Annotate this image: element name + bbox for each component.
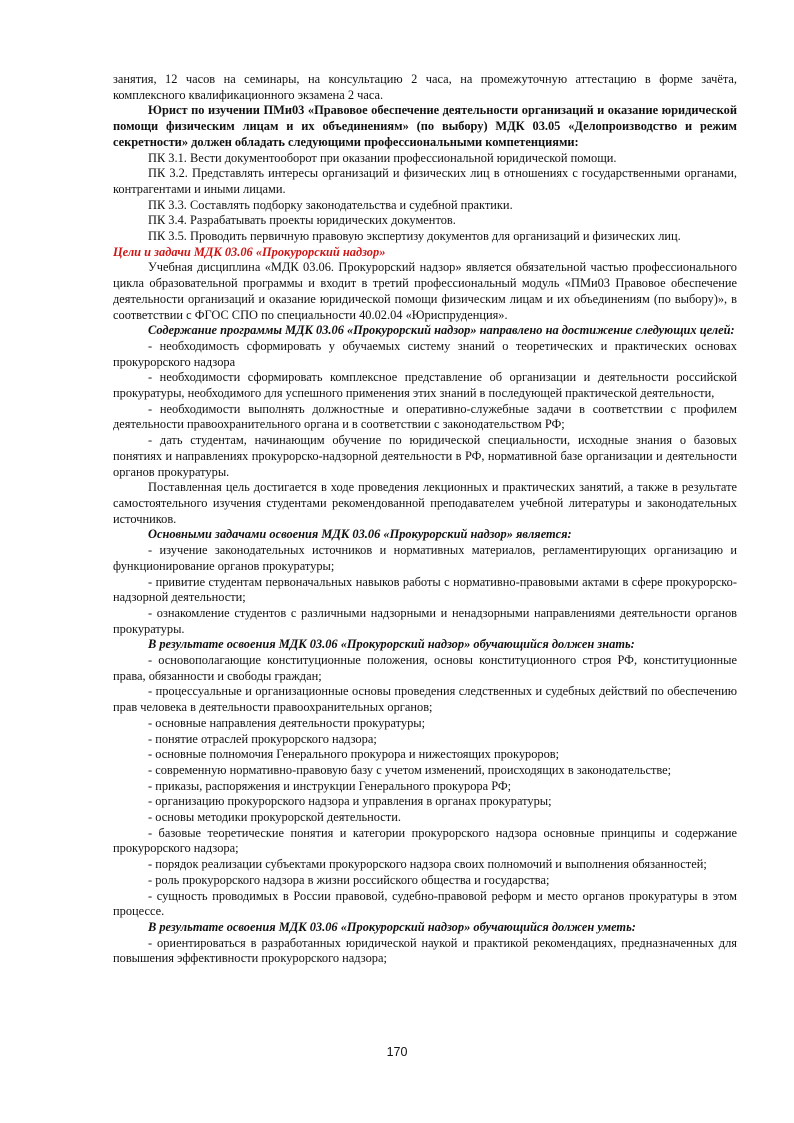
paragraph: Поставленная цель достигается в ходе проведения лекционных и практических занятий, а также в результате самостоятельного изучения студентами рекомендованной преподавателем учебной литературы и законодательных источников.	[113, 480, 737, 526]
list-item: - современную нормативно-правовую базу с учетом изменений, происходящих в законодательстве;	[148, 762, 672, 777]
list-item: - изучение законодательных источников и нормативных материалов, регламентирующих организацию и функционирование органов прокуратуры;	[113, 543, 737, 573]
list-item: - порядок реализации субъектами прокурорского надзора своих полномочий и выполнения обязанностей;	[148, 857, 707, 872]
page-number: 170	[386, 1045, 408, 1059]
list-item: - организацию прокурорского надзора и управления в органах прокуратуры;	[148, 794, 552, 809]
list-item: - основные направления деятельности прокуратуры;	[148, 715, 426, 730]
list-item: - ознакомление студентов с различными надзорными и ненадзорными направлениями деятельности органов прокуратуры.	[113, 605, 737, 636]
list-item: - базовые теоретические понятия и категории прокурорского надзора основные принципы и содержание прокурорского надзора;	[113, 825, 737, 856]
list-item: - необходимость сформировать у обучаемых систему знаний о теоретических и практических основах прокурорского надзора	[113, 338, 737, 369]
list-item: - основы методики прокурорской деятельности.	[148, 810, 401, 825]
list-item: - сущность проводимых в России правовой, судебно-правовой реформ и место органов прокуратуры в этом процессе.	[113, 888, 737, 919]
section-heading: Цели и задачи МДК 03.06 «Прокурорский надзор»	[113, 244, 386, 259]
competency-item: ПК 3.1. Вести документооборот при оказании профессиональной юридической помощи.	[148, 150, 617, 165]
paragraph: Учебная дисциплина «МДК 03.06. Прокурорский надзор» является обязательной частью профессионального цикла образовательной программы и входит в третий профессиональный модуль «ПМи03 Правовое обеспечение деятельности организаций и оказание юридической помощи физическим лицам и их объединениям (по выбору)», в соответствии с ФГОС СПО по специальности 40.02.04 «Юриспруденция».	[113, 260, 737, 322]
list-item: - понятие отраслей прокурорского надзора;	[148, 731, 377, 746]
competency-item: ПК 3.5. Проводить первичную правовую экспертизу документов для организаций и физических лиц.	[148, 229, 681, 244]
competency-item: ПК 3.3. Составлять подборку законодательства и судебной практики.	[148, 197, 513, 212]
competencies-heading: Юрист по изучении ПМи03 «Правовое обеспечение деятельности организаций и оказание юридической помощи физическим лицам и их объединениям» (по выбору) МДК 03.05 «Делопроизводство и режим секретности» должен обладать следующими профессиональными компетенциями:	[113, 103, 737, 149]
subheading: В результате освоения МДК 03.06 «Прокурорский надзор» обучающийся должен знать:	[148, 637, 635, 652]
subheading: Основными задачами освоения МДК 03.06 «Прокурорский надзор» является:	[148, 527, 572, 542]
list-item: - ориентироваться в разработанных юридической наукой и практикой рекомендациях, предназначенных для повышения эффективности прокурорского надзора;	[113, 935, 737, 966]
subheading: Содержание программы МДК 03.06 «Прокурорский надзор» направлено на достижение следующих целей:	[148, 323, 735, 338]
list-item: - необходимости выполнять должностные и оперативно-служебные задачи в соответствии с профилем деятельности правоохранительного органа и в соответствии с законодательством РФ;	[113, 401, 737, 432]
list-item: - основные полномочия Генерального прокурора и нижестоящих прокуроров;	[148, 747, 560, 762]
list-item: - привитие студентам первоначальных навыков работы с нормативно-правовыми актами в сфере прокурорско-надзорной деятельности;	[113, 574, 737, 605]
document-body	[113, 72, 737, 967]
list-item: - процессуальные и организационные основы проведения следственных и судебных действий по обеспечению прав человека в деятельности правоохранительных органов;	[113, 684, 737, 715]
paragraph-intro: занятия, 12 часов на семинары, на консультацию 2 часа, на промежуточную аттестацию в форме зачёта, комплексного квалификационного экзамена 2 часа.	[113, 72, 737, 102]
subheading: В результате освоения МДК 03.06 «Прокурорский надзор» обучающийся должен уметь:	[148, 919, 636, 934]
list-item: - необходимости сформировать комплексное представление об организации и деятельности российской прокуратуры, необходимого для успешного применения этих знаний в последующей практической деятельности,	[113, 370, 737, 401]
list-item: - приказы, распоряжения и инструкции Генерального прокурора РФ;	[148, 778, 512, 793]
list-item: - дать студентам, начинающим обучение по юридической специальности, исходные знания о базовых понятиях и направлениях прокурорско-надзорной деятельности в РФ, нормативной базе организации и деятельности органов прокуратуры.	[113, 433, 737, 479]
list-item: - основополагающие конституционные положения, основы конституционного строя РФ, конституционные права, обязанности и свободы граждан;	[113, 653, 737, 683]
list-item: - роль прокурорского надзора в жизни российского общества и государства;	[148, 872, 550, 887]
competency-item: ПК 3.2. Представлять интересы организаций и физических лиц в отношениях с государственными органами, контрагентами и иными лицами.	[113, 166, 737, 196]
competency-item: ПК 3.4. Разрабатывать проекты юридических документов.	[148, 213, 456, 228]
